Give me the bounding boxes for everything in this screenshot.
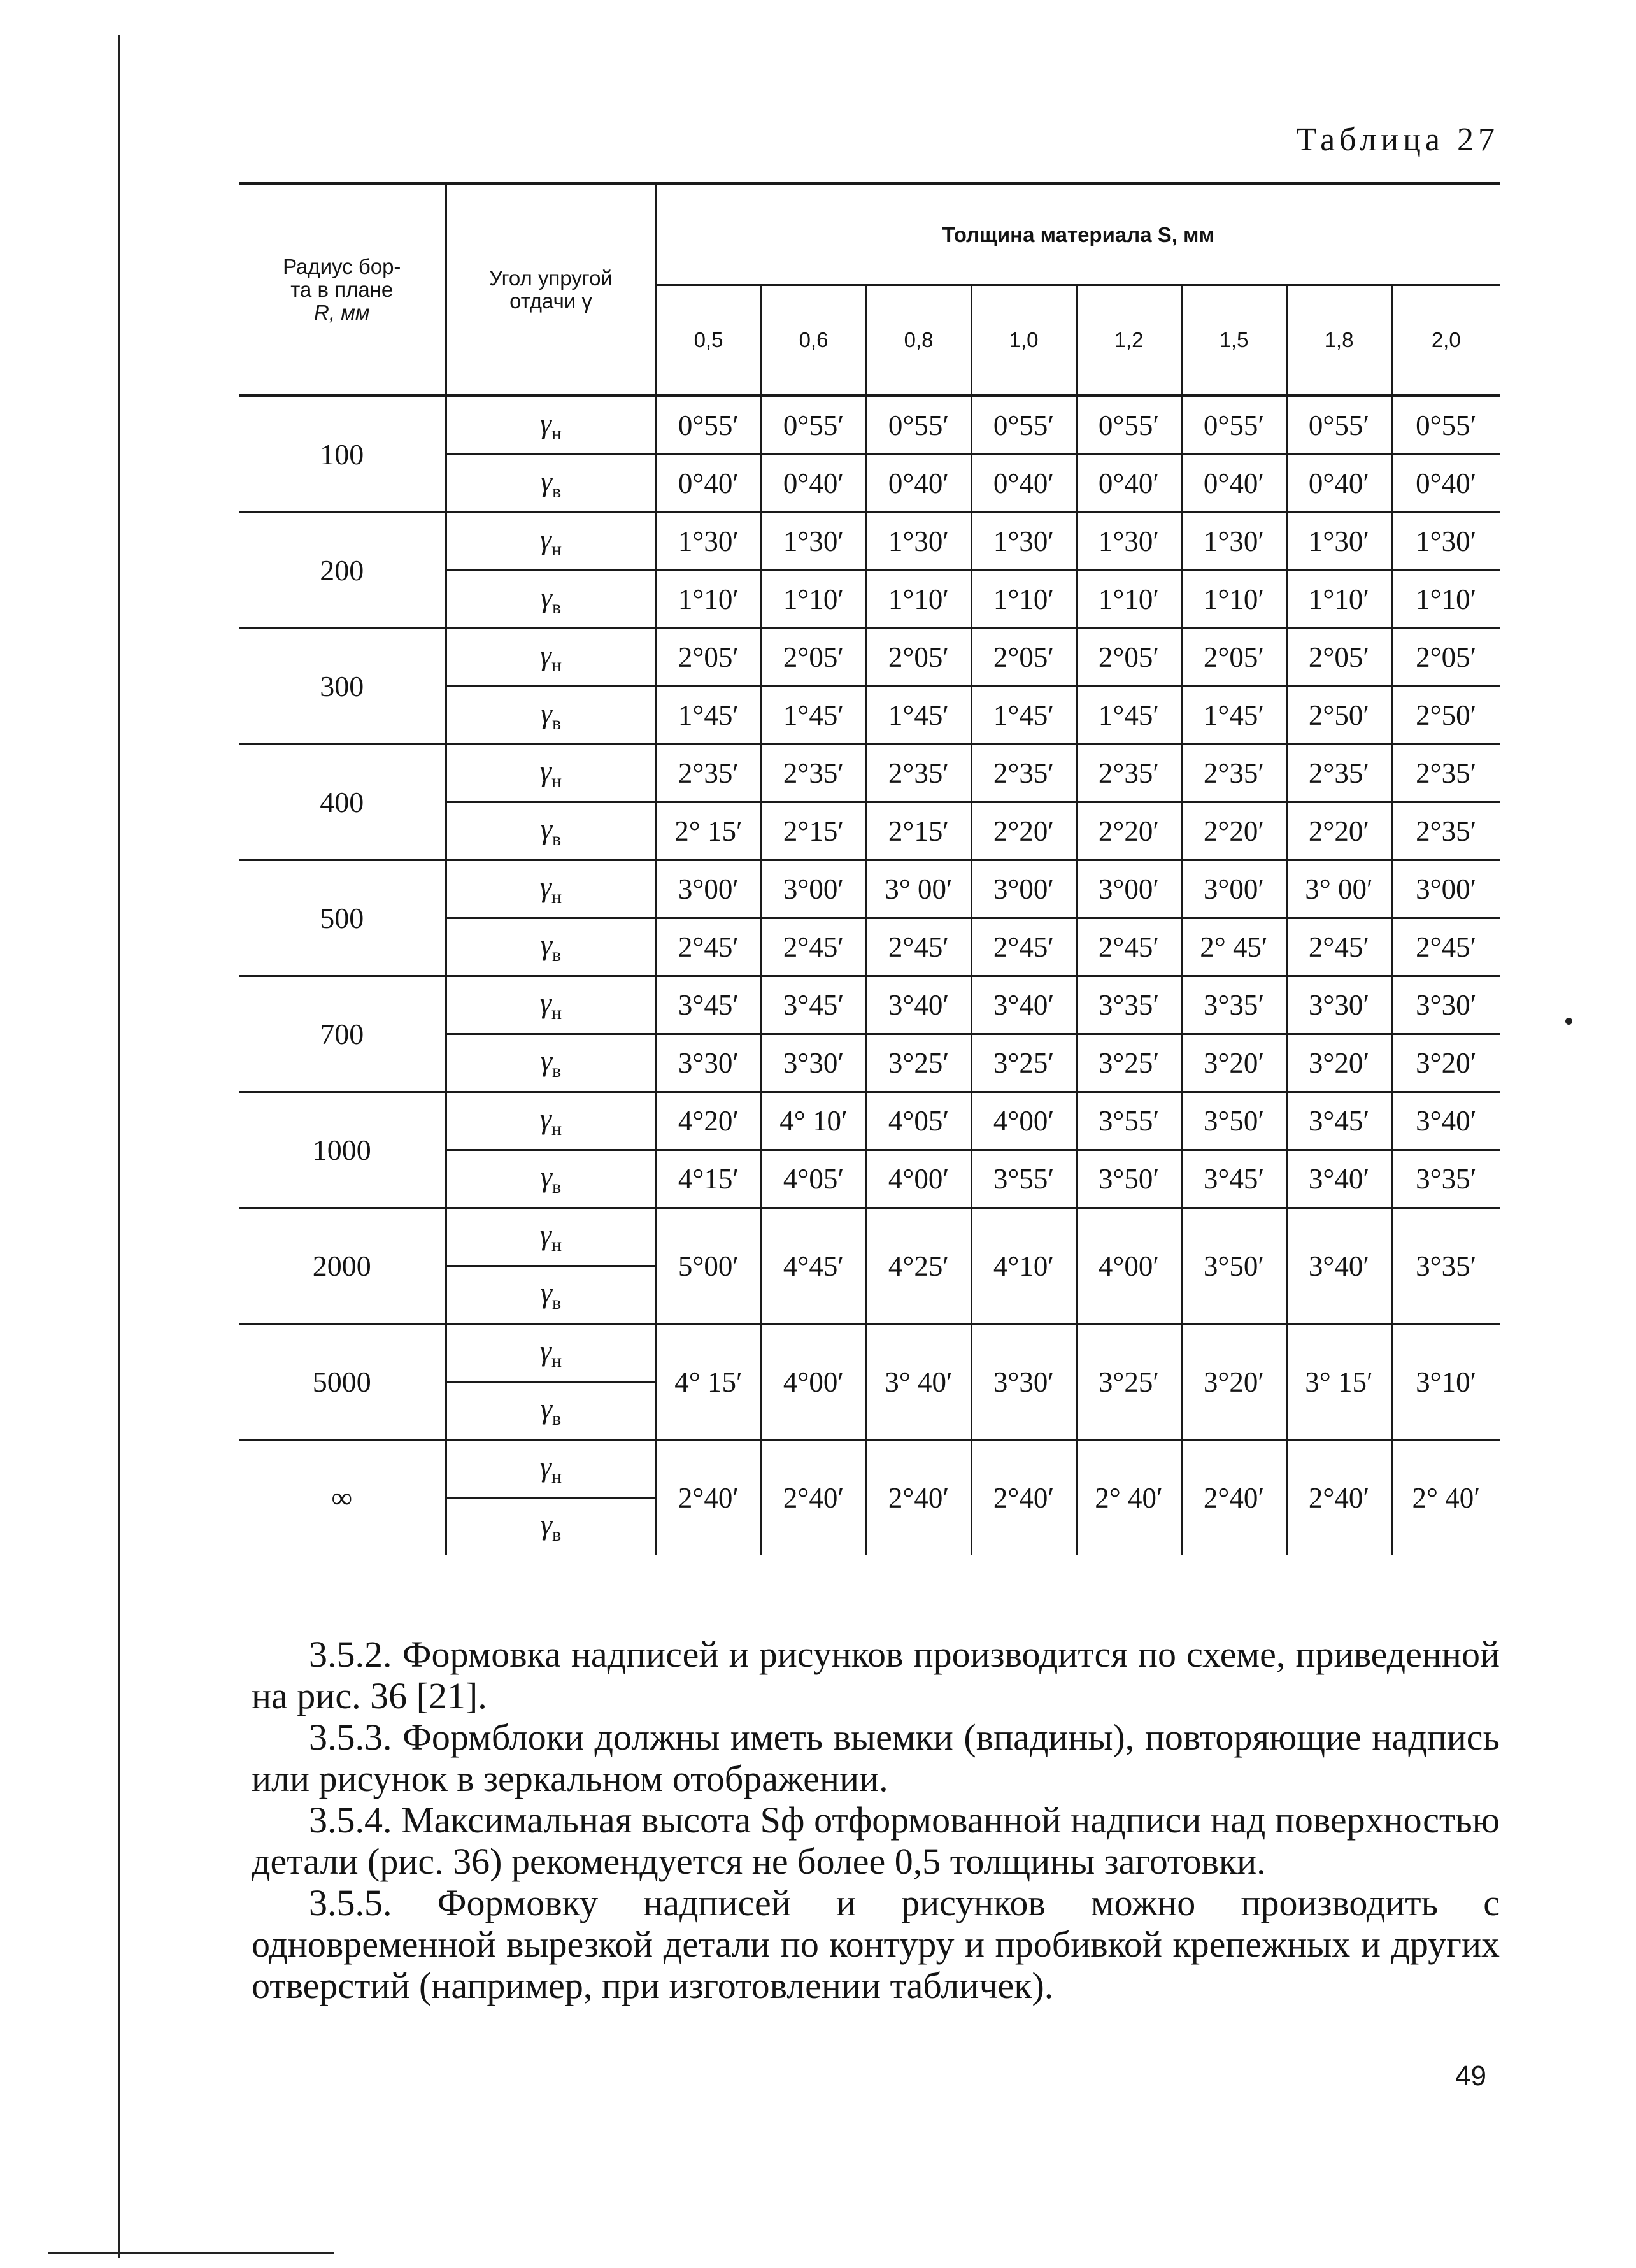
value-cell: 3°45′ [761,976,866,1034]
value-cell: 5°00′ [656,1208,761,1324]
value-cell: 3°45′ [1286,1092,1391,1150]
value-cell: 3°35′ [1181,976,1286,1034]
value-cell: 0°55′ [1181,396,1286,455]
value-cell: 3°40′ [1286,1150,1391,1208]
gamma-n-label: $\gamma_н$ [446,1092,656,1150]
value-cell: 3° 00′ [1286,860,1391,918]
value-cell: 3°55′ [971,1150,1076,1208]
value-cell: 3°50′ [1181,1092,1286,1150]
value-cell: 4°25′ [866,1208,971,1324]
value-cell: 3°50′ [1076,1150,1181,1208]
table-title: Таблица 27 [1296,122,1499,158]
value-cell: 3°20′ [1286,1034,1391,1092]
value-cell: 4°10′ [971,1208,1076,1324]
value-cell: 2°05′ [971,629,1076,687]
gamma-v-label: $\gamma_в$ [446,1034,656,1092]
bottom-edge-line [48,2252,334,2254]
value-cell: 4° 15′ [656,1324,761,1440]
table-row [239,1440,1500,1498]
value-cell: 4°15′ [656,1150,761,1208]
value-cell: 3°00′ [1076,860,1181,918]
header-angle-line-2: отдачи γ [509,289,592,313]
header-thickness-col: 0,6 [761,285,866,396]
header-thickness-col: 1,2 [1076,285,1181,396]
value-cell: 2°05′ [1181,629,1286,687]
value-cell: 3°25′ [866,1034,971,1092]
value-cell: 0°40′ [866,455,971,513]
value-cell: 1°10′ [866,571,971,629]
value-cell: 2°45′ [1286,918,1391,976]
value-cell: 3°45′ [1181,1150,1286,1208]
value-cell: 4°20′ [656,1092,761,1150]
value-cell: 2°40′ [761,1440,866,1555]
value-cell: 3°20′ [1181,1324,1286,1440]
value-cell: 2°15′ [761,802,866,860]
value-cell: 4°05′ [866,1092,971,1150]
table-row [239,513,1500,571]
gamma-n-label: $\gamma_н$ [446,976,656,1034]
value-cell: 3°40′ [971,976,1076,1034]
gamma-v-label: $\gamma_в$ [446,1498,656,1555]
value-cell: 2°40′ [656,1440,761,1555]
value-cell: 4° 10′ [761,1092,866,1150]
value-cell: 3°25′ [971,1034,1076,1092]
value-cell: 4°00′ [971,1092,1076,1150]
gamma-v-label: $\gamma_в$ [446,918,656,976]
value-cell: 3°50′ [1181,1208,1286,1324]
value-cell: 3°25′ [1076,1034,1181,1092]
springback-table [239,182,1500,1555]
radius-cell: 1000 [239,1092,446,1208]
gamma-v-label: $\gamma_в$ [446,1150,656,1208]
value-cell: 0°55′ [1391,396,1500,455]
value-cell: 3°00′ [761,860,866,918]
value-cell: 0°40′ [1391,455,1500,513]
value-cell: 2°40′ [1286,1440,1391,1555]
value-cell: 3°00′ [1181,860,1286,918]
value-cell: 3°10′ [1391,1324,1500,1440]
value-cell: 2°05′ [1286,629,1391,687]
paragraph-3-5-5: 3.5.5. Формовку надписей и рисунков можно производить с одновременной вырезкой детали по контуру и пробивкой крепежных и других отверстий (например, при изготовлении табличек). [252,1882,1500,2006]
table-row [239,396,1500,455]
value-cell: 3°30′ [971,1324,1076,1440]
value-cell: 2°35′ [971,745,1076,802]
value-cell: 2°35′ [656,745,761,802]
paragraph-3-5-2: 3.5.2. Формовка надписей и рисунков производится по схеме, приведенной на рис. 36 [21]. [252,1634,1500,1716]
value-cell: 2°05′ [1391,629,1500,687]
header-radius [239,183,446,396]
value-cell: 2°05′ [1076,629,1181,687]
value-cell: 3°35′ [1391,1208,1500,1324]
gamma-n-label: $\gamma_н$ [446,396,656,455]
value-cell: 0°55′ [656,396,761,455]
header-thickness-col: 1,5 [1181,285,1286,396]
value-cell: 0°55′ [971,396,1076,455]
value-cell: 1°10′ [1286,571,1391,629]
value-cell: 2°45′ [1391,918,1500,976]
value-cell: 1°10′ [656,571,761,629]
value-cell: 3°00′ [656,860,761,918]
body-text [252,1634,1500,2006]
value-cell: 0°55′ [1076,396,1181,455]
value-cell: 2°35′ [1076,745,1181,802]
value-cell: 1°45′ [656,687,761,745]
value-cell: 0°40′ [1076,455,1181,513]
value-cell: 2° 15′ [656,802,761,860]
gamma-v-label: $\gamma_в$ [446,455,656,513]
value-cell: 1°30′ [1181,513,1286,571]
value-cell: 3°25′ [1076,1324,1181,1440]
left-margin-line [118,35,120,2258]
value-cell: 3° 00′ [866,860,971,918]
value-cell: 2°05′ [866,629,971,687]
header-thickness-col: 0,8 [866,285,971,396]
gamma-n-label: $\gamma_н$ [446,745,656,802]
value-cell: 2°45′ [971,918,1076,976]
value-cell: 3°40′ [866,976,971,1034]
value-cell: 0°55′ [866,396,971,455]
value-cell: 3°20′ [1391,1034,1500,1092]
table-row [239,1208,1500,1266]
gamma-v-label: $\gamma_в$ [446,687,656,745]
radius-cell: 400 [239,745,446,860]
value-cell: 4°00′ [761,1324,866,1440]
gamma-v-label: $\gamma_в$ [446,571,656,629]
table-row [239,629,1500,687]
header-radius-line-1: Радиус бор- [283,255,401,278]
value-cell: 1°45′ [971,687,1076,745]
springback-angle-table [239,182,1500,1555]
value-cell: 1°10′ [1391,571,1500,629]
value-cell: 1°10′ [971,571,1076,629]
value-cell: 1°10′ [761,571,866,629]
header-thickness-col: 2,0 [1391,285,1500,396]
table-row [239,976,1500,1034]
value-cell: 2°45′ [656,918,761,976]
value-cell: 0°40′ [1181,455,1286,513]
value-cell: 1°10′ [1181,571,1286,629]
table-row [239,1092,1500,1150]
value-cell: 2°40′ [971,1440,1076,1555]
radius-cell: ∞ [239,1440,446,1555]
value-cell: 0°40′ [971,455,1076,513]
value-cell: 1°30′ [656,513,761,571]
value-cell: 4°00′ [1076,1208,1181,1324]
value-cell: 1°45′ [761,687,866,745]
radius-cell: 2000 [239,1208,446,1324]
value-cell: 2° 45′ [1181,918,1286,976]
paragraph-3-5-4: 3.5.4. Максимальная высота Sф отформованной надписи над поверхностью детали (рис. 36) рекомендуется не более 0,5 толщины заготовки. [252,1799,1500,1882]
gamma-n-label: $\gamma_н$ [446,513,656,571]
value-cell: 3°35′ [1076,976,1181,1034]
gamma-n-label: $\gamma_н$ [446,629,656,687]
value-cell: 2°40′ [866,1440,971,1555]
value-cell: 1°45′ [866,687,971,745]
value-cell: 3°35′ [1391,1150,1500,1208]
paragraph-3-5-3: 3.5.3. Формблоки должны иметь выемки (впадины), повторяющие надпись или рисунок в зеркальном отображении. [252,1716,1500,1799]
gamma-v-label: $\gamma_в$ [446,802,656,860]
value-cell: 1°30′ [971,513,1076,571]
value-cell: 3°40′ [1391,1092,1500,1150]
page-number: 49 [1455,2060,1486,2092]
value-cell: 2°40′ [1181,1440,1286,1555]
value-cell: 2°35′ [1391,745,1500,802]
scan-speck [1565,1018,1572,1025]
header-thickness: Толщина материала S, мм [656,183,1500,285]
header-thickness-col: 1,0 [971,285,1076,396]
gamma-n-label: $\gamma_н$ [446,1324,656,1382]
value-cell: 3°40′ [1286,1208,1391,1324]
value-cell: 3° 15′ [1286,1324,1391,1440]
value-cell: 2°45′ [1076,918,1181,976]
gamma-n-label: $\gamma_н$ [446,1440,656,1498]
radius-cell: 100 [239,396,446,513]
value-cell: 2°05′ [656,629,761,687]
value-cell: 1°45′ [1181,687,1286,745]
value-cell: 2°35′ [1391,802,1500,860]
value-cell: 2°50′ [1286,687,1391,745]
value-cell: 4°05′ [761,1150,866,1208]
value-cell: 2°35′ [866,745,971,802]
radius-cell: 500 [239,860,446,976]
value-cell: 2°20′ [1076,802,1181,860]
table-row [239,860,1500,918]
value-cell: 2°45′ [866,918,971,976]
value-cell: 1°10′ [1076,571,1181,629]
gamma-v-label: $\gamma_в$ [446,1382,656,1440]
gamma-v-label: $\gamma_в$ [446,1266,656,1324]
radius-cell: 200 [239,513,446,629]
value-cell: 4°00′ [866,1150,971,1208]
radius-cell: 300 [239,629,446,745]
value-cell: 2°20′ [971,802,1076,860]
value-cell: 3° 40′ [866,1324,971,1440]
value-cell: 2°50′ [1391,687,1500,745]
value-cell: 0°55′ [1286,396,1391,455]
header-angle-line-1: Угол упругой [489,266,613,290]
value-cell: 0°40′ [1286,455,1391,513]
value-cell: 2°20′ [1181,802,1286,860]
table-row [239,745,1500,802]
table-row [239,1324,1500,1382]
value-cell: 0°40′ [761,455,866,513]
header-angle [446,183,656,396]
value-cell: 2°15′ [866,802,971,860]
value-cell: 2°35′ [761,745,866,802]
value-cell: 3°30′ [656,1034,761,1092]
gamma-n-label: $\gamma_н$ [446,1208,656,1266]
value-cell: 0°40′ [656,455,761,513]
value-cell: 1°30′ [1286,513,1391,571]
value-cell: 3°55′ [1076,1092,1181,1150]
value-cell: 1°30′ [866,513,971,571]
value-cell: 1°30′ [1076,513,1181,571]
value-cell: 2°35′ [1181,745,1286,802]
header-thickness-col: 0,5 [656,285,761,396]
value-cell: 3°30′ [761,1034,866,1092]
value-cell: 2° 40′ [1391,1440,1500,1555]
value-cell: 2° 40′ [1076,1440,1181,1555]
value-cell: 3°00′ [1391,860,1500,918]
header-radius-line-2: та в плане [290,278,394,301]
value-cell: 1°30′ [761,513,866,571]
value-cell: 4°45′ [761,1208,866,1324]
value-cell: 2°45′ [761,918,866,976]
value-cell: 3°20′ [1181,1034,1286,1092]
radius-cell: 700 [239,976,446,1092]
value-cell: 0°55′ [761,396,866,455]
header-thickness-col: 1,8 [1286,285,1391,396]
value-cell: 3°30′ [1391,976,1500,1034]
value-cell: 1°45′ [1076,687,1181,745]
header-radius-line-3: R, мм [314,301,370,324]
value-cell: 2°35′ [1286,745,1391,802]
value-cell: 3°45′ [656,976,761,1034]
value-cell: 2°20′ [1286,802,1391,860]
radius-cell: 5000 [239,1324,446,1440]
gamma-n-label: $\gamma_н$ [446,860,656,918]
value-cell: 1°30′ [1391,513,1500,571]
value-cell: 2°05′ [761,629,866,687]
value-cell: 3°30′ [1286,976,1391,1034]
value-cell: 3°00′ [971,860,1076,918]
